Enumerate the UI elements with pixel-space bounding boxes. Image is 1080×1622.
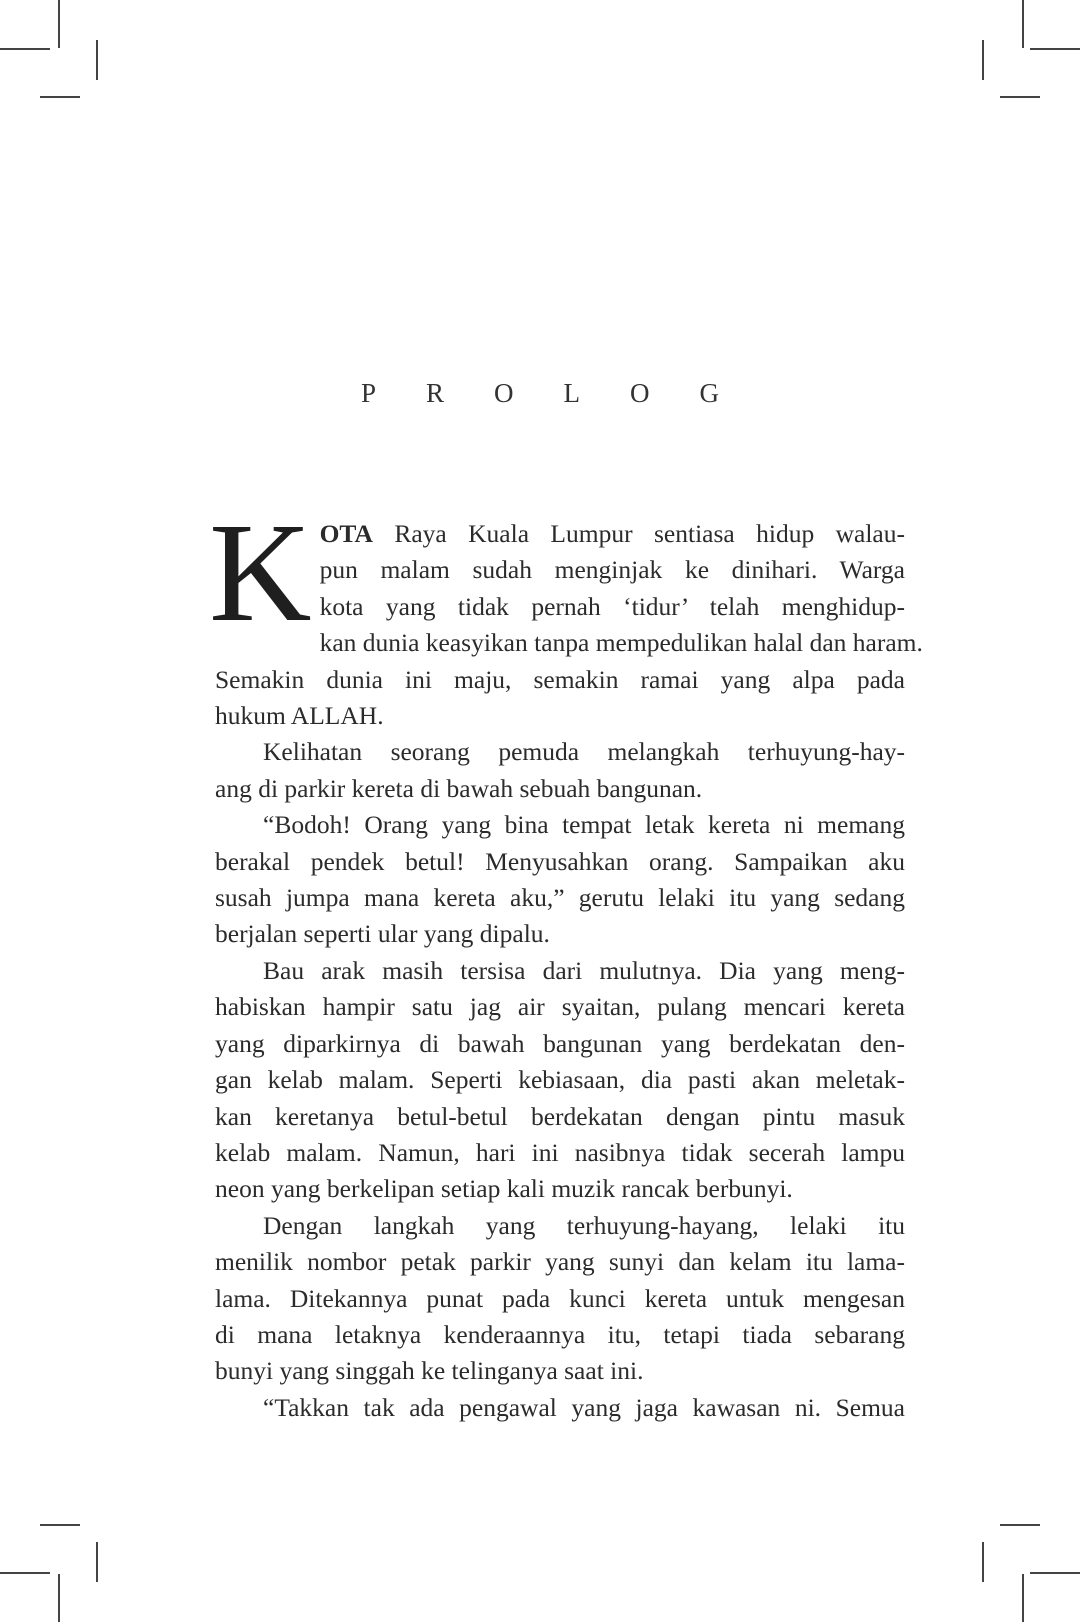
paragraph-5 (215, 1208, 905, 1390)
paragraph-2 (215, 734, 905, 807)
paragraph-3 (215, 807, 905, 953)
crop-mark-bottom-left-outer (58, 1574, 60, 1622)
paragraph-1 (209, 493, 923, 734)
text-line: susah jumpa mana kereta aku,” gerutu lelaki itu yang sedang (215, 883, 905, 913)
crop-mark-bottom-left-outer-h (0, 1572, 50, 1574)
body-text (209, 493, 923, 1426)
crop-mark-bottom-right-inner-h (1000, 1524, 1040, 1526)
crop-mark-top-left-outer (58, 0, 60, 48)
text-line: berjalan seperti ular yang dipalu. (215, 919, 550, 949)
text-line: Semakin dunia ini maju, semakin ramai yang alpa pada (215, 664, 905, 694)
text-line: Dengan langkah yang terhuyung-hayang, lelaki itu (263, 1210, 905, 1240)
crop-mark-top-right-inner-h (1000, 96, 1040, 98)
paragraph-4 (215, 953, 905, 1208)
text-line: pun malam sudah menginjak ke dinihari. Warga (319, 555, 905, 585)
text-line: neon yang berkelipan setiap kali muzik rancak berbunyi. (215, 1174, 793, 1204)
crop-mark-top-left-inner-h (40, 96, 80, 98)
text-line: kan keretanya betul-betul berdekatan dengan pintu masuk (215, 1101, 905, 1131)
crop-mark-bottom-right-inner (982, 1542, 984, 1582)
text-line (215, 516, 905, 552)
crop-mark-bottom-left-inner (96, 1542, 98, 1582)
title-letter: P (360, 378, 376, 408)
text-line: yang diparkirnya di bawah bangunan yang berdekatan den- (215, 1028, 905, 1058)
crop-mark-bottom-left-inner-h (40, 1524, 80, 1526)
text-line: kelab malam. Namun, hari ini nasibnya tidak secerah lampu (215, 1137, 905, 1167)
chapter-title (0, 378, 1080, 409)
text-line: bunyi yang singgah ke telinganya saat ini. (215, 1356, 644, 1386)
text-line: hukum ALLAH. (215, 701, 384, 731)
text-line: “Bodoh! Orang yang bina tempat letak kereta ni memang (263, 810, 905, 840)
crop-mark-bottom-right-outer (1022, 1574, 1024, 1622)
drop-cap: K (209, 493, 312, 651)
paragraph-6 (215, 1390, 905, 1426)
title-letter: O (494, 378, 514, 408)
text-line: habiskan hampir satu jag air syaitan, pulang mencari kereta (215, 992, 905, 1022)
text-line: kan dunia keasyikan tanpa mempedulikan halal dan haram. (319, 628, 923, 658)
title-letter: G (699, 378, 720, 408)
crop-mark-top-right-inner (982, 40, 984, 80)
crop-mark-bottom-right-outer-h (1030, 1572, 1080, 1574)
title-letter: O (630, 378, 650, 408)
text-line: Kelihatan seorang pemuda melangkah terhuyung-hay- (263, 737, 905, 767)
text-line: menilik nombor petak parkir yang sunyi dan kelam itu lama- (215, 1247, 905, 1277)
text-line: gan kelab malam. Seperti kebiasaan, dia pasti akan meletak- (215, 1065, 905, 1095)
text-line: “Takkan tak ada pengawal yang jaga kawasan ni. Semua (263, 1392, 905, 1422)
title-letter: R (426, 378, 445, 408)
lead-word: OTA (319, 519, 373, 548)
crop-mark-top-right-outer-h (1030, 48, 1080, 50)
text-line: Bau arak masih tersisa dari mulutnya. Dia yang meng- (263, 955, 905, 985)
text-line: kota yang tidak pernah ‘tidur’ telah menghidup- (319, 591, 905, 621)
text-line: di mana letaknya kenderaannya itu, tetapi tiada sebarang (215, 1319, 905, 1349)
text-line: ang di parkir kereta di bawah sebuah bangunan. (215, 773, 703, 803)
crop-mark-top-right-outer (1022, 0, 1024, 48)
title-letter: L (563, 378, 581, 408)
text-line: lama. Ditekannya punat pada kunci kereta untuk mengesan (215, 1283, 905, 1313)
crop-mark-top-left-outer-h (0, 48, 50, 50)
text-line: berakal pendek betul! Menyusahkan orang. Sampaikan aku (215, 846, 905, 876)
crop-mark-top-left-inner (96, 40, 98, 80)
text-line-rest: Raya Kuala Lumpur sentiasa hidup walau- (372, 519, 905, 548)
